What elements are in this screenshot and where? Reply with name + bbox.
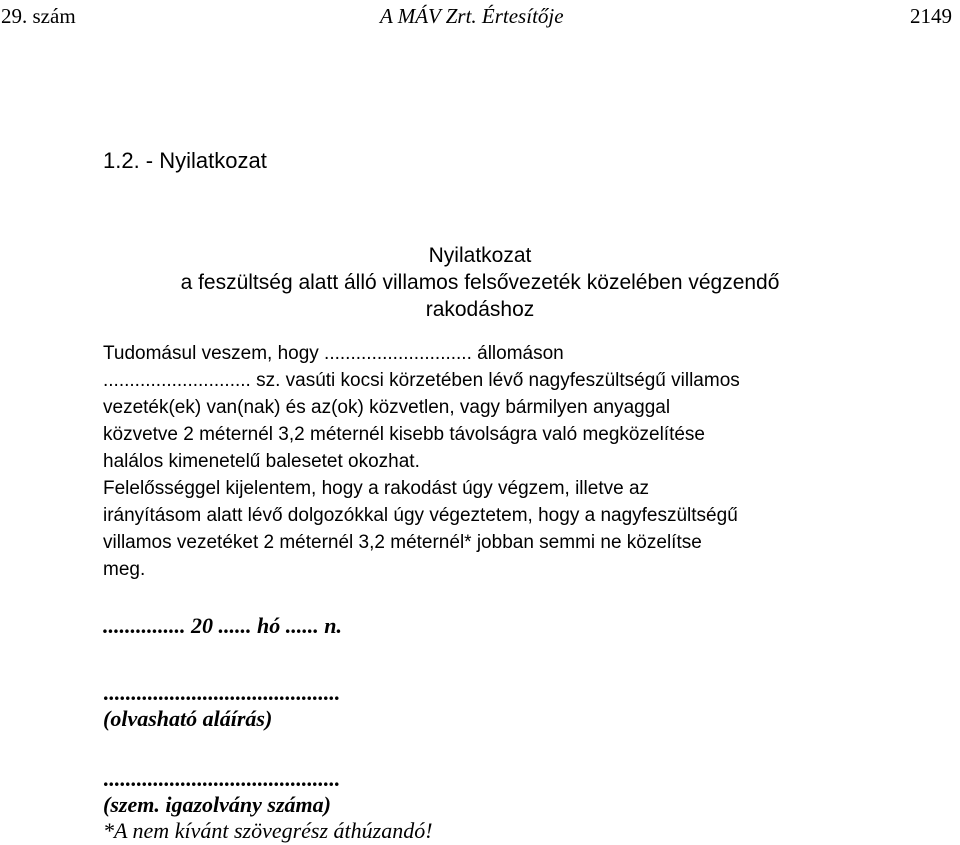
declaration-title: Nyilatkozat <box>428 244 532 267</box>
page-number: 2149 <box>910 4 952 28</box>
page-header <box>0 4 960 34</box>
signature-label: (olvasható aláírás) <box>103 706 273 731</box>
id-number-dots: ........................................... <box>103 766 340 791</box>
paragraph2-line3: villamos vezetéket 2 méternél 3,2 méternél* jobban semmi ne közelítse <box>103 532 702 553</box>
paragraph1-line1: Tudomásul veszem, hogy ............................ állomáson <box>103 343 564 364</box>
id-number-label: (szem. igazolvány száma) <box>103 792 331 817</box>
paragraph1-line3: vezeték(ek) van(nak) és az(ok) közvetlen, vagy bármilyen anyaggal <box>103 397 671 418</box>
paragraph1-line4: közvetve 2 méternél 3,2 méternél kisebb távolságra való megközelítése <box>103 424 705 445</box>
paragraph2-line2: irányításom alatt lévő dolgozókkal úgy végeztetem, hogy a nagyfeszültségű <box>103 505 738 526</box>
signature-dots: ........................................... <box>103 680 340 705</box>
issue-number: 29. szám <box>1 4 76 28</box>
paragraph2-line1: Felelősséggel kijelentem, hogy a rakodást úgy végzem, illetve az <box>103 478 650 499</box>
paragraph1-line5: halálos kimenetelű balesetet okozhat. <box>103 451 420 472</box>
footnote: *A nem kívánt szövegrész áthúzandó! <box>103 818 433 843</box>
paragraph2-line4: meg. <box>103 559 146 580</box>
declaration-subtitle-line2: rakodáshoz <box>425 298 535 321</box>
date-line: ............... 20 ...... hó ...... n. <box>103 613 342 638</box>
declaration-subtitle-line1: a feszültség alatt álló villamos felsővezeték közelében végzendő <box>180 271 780 294</box>
section-title: 1.2. - Nyilatkozat <box>103 148 267 173</box>
journal-title: A MÁV Zrt. Értesítője <box>380 4 564 28</box>
paragraph1-line2: ............................ sz. vasúti kocsi körzetében lévő nagyfeszültségű villamos <box>103 370 740 391</box>
